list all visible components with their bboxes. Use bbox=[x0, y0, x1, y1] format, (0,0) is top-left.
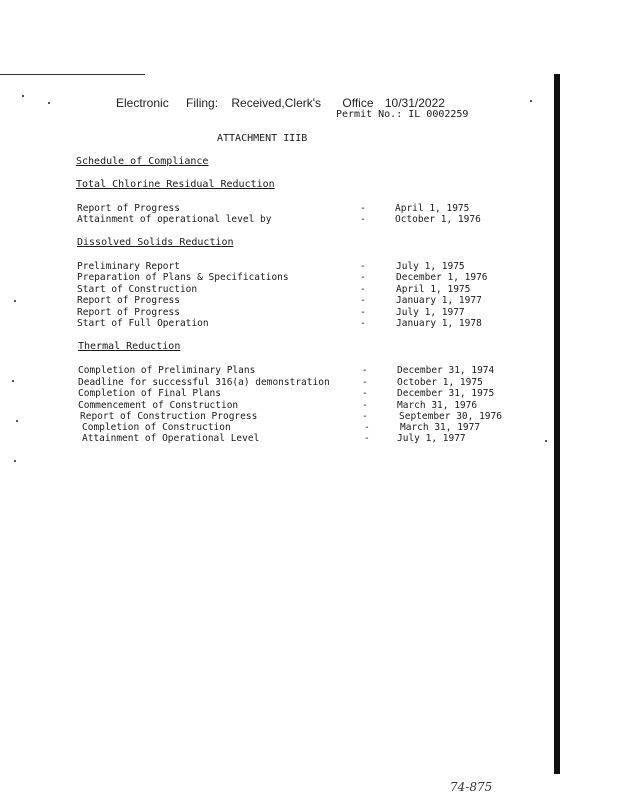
row-date: July 1, 1975 bbox=[396, 261, 465, 272]
row-label: Preliminary Report bbox=[77, 261, 180, 272]
row-dash: - bbox=[360, 307, 366, 318]
scan-speck bbox=[14, 300, 16, 302]
filing-word-4: Office bbox=[342, 96, 374, 110]
schedule-row bbox=[0, 388, 618, 400]
section-heading: Thermal Reduction bbox=[78, 341, 181, 352]
row-label: Attainment of Operational Level bbox=[82, 433, 260, 444]
row-label: Start of Construction bbox=[77, 284, 198, 295]
row-dash: - bbox=[362, 411, 368, 422]
row-label: Completion of Preliminary Plans bbox=[78, 365, 256, 376]
row-date: March 31, 1977 bbox=[400, 422, 481, 433]
scan-speck bbox=[12, 380, 14, 382]
schedule-row bbox=[0, 295, 618, 307]
scan-speck bbox=[530, 100, 532, 102]
filing-stamp bbox=[116, 96, 445, 110]
handwritten-mark: 74-875 bbox=[450, 780, 493, 794]
row-date: December 31, 1974 bbox=[397, 365, 495, 376]
row-dash: - bbox=[362, 388, 368, 399]
row-label: Attainment of operational level by bbox=[77, 214, 272, 225]
row-date: October 1, 1975 bbox=[397, 377, 483, 388]
row-label: Report of Progress bbox=[77, 295, 180, 306]
row-label: Report of Progress bbox=[77, 307, 180, 318]
row-dash: - bbox=[360, 261, 366, 272]
row-dash: - bbox=[362, 365, 368, 376]
section-heading: Dissolved Solids Reduction bbox=[77, 237, 234, 248]
row-dash: - bbox=[364, 433, 370, 444]
row-date: January 1, 1977 bbox=[396, 295, 482, 306]
schedule-row bbox=[0, 365, 618, 377]
section-heading: Total Chlorine Residual Reduction bbox=[76, 179, 275, 190]
filing-word-3: Received,Clerk's bbox=[231, 96, 322, 110]
schedule-row bbox=[0, 318, 618, 330]
row-date: July 1, 1977 bbox=[396, 307, 465, 318]
row-date: September 30, 1976 bbox=[399, 411, 502, 422]
filing-word-2: Filing: bbox=[186, 96, 219, 110]
row-label: Report of Construction Progress bbox=[80, 411, 258, 422]
row-label: Preparation of Plans & Specifications bbox=[77, 272, 289, 283]
row-dash: - bbox=[360, 295, 366, 306]
row-date: December 31, 1975 bbox=[397, 388, 495, 399]
row-dash: - bbox=[362, 400, 368, 411]
scan-speck bbox=[22, 95, 24, 97]
schedule-row bbox=[0, 214, 618, 226]
row-label: Report of Progress bbox=[77, 203, 180, 214]
attachment-title: ATTACHMENT IIIB bbox=[217, 133, 308, 144]
row-label: Completion of Construction bbox=[82, 422, 231, 433]
row-date: October 1, 1976 bbox=[395, 214, 481, 225]
scan-speck bbox=[545, 440, 547, 442]
filing-word-1: Electronic bbox=[116, 96, 169, 110]
row-dash: - bbox=[364, 422, 370, 433]
filing-date: 10/31/2022 bbox=[384, 96, 445, 110]
row-dash: - bbox=[360, 318, 366, 329]
schedule-row bbox=[0, 272, 618, 284]
row-date: March 31, 1976 bbox=[397, 400, 478, 411]
permit-number: Permit No.: IL 0002259 bbox=[336, 109, 469, 120]
row-dash: - bbox=[360, 284, 366, 295]
scan-speck bbox=[48, 102, 50, 104]
row-dash: - bbox=[360, 203, 366, 214]
row-date: July 1, 1977 bbox=[397, 433, 466, 444]
row-label: Commencement of Construction bbox=[78, 400, 239, 411]
row-dash: - bbox=[360, 214, 366, 225]
row-label: Start of Full Operation bbox=[77, 318, 209, 329]
row-date: April 1, 1975 bbox=[395, 203, 470, 214]
schedule-row bbox=[0, 433, 618, 445]
row-date: December 1, 1976 bbox=[396, 272, 488, 283]
row-label: Deadline for successful 316(a) demonstration bbox=[78, 377, 330, 388]
row-date: April 1, 1975 bbox=[396, 284, 471, 295]
scan-speck bbox=[14, 460, 16, 462]
schedule-heading: Schedule of Compliance bbox=[76, 156, 209, 167]
scan-speck bbox=[16, 420, 18, 422]
row-date: January 1, 1978 bbox=[396, 318, 482, 329]
row-label: Completion of Final Plans bbox=[78, 388, 221, 399]
row-dash: - bbox=[362, 377, 368, 388]
row-dash: - bbox=[360, 272, 366, 283]
scan-rule-line bbox=[0, 74, 145, 75]
